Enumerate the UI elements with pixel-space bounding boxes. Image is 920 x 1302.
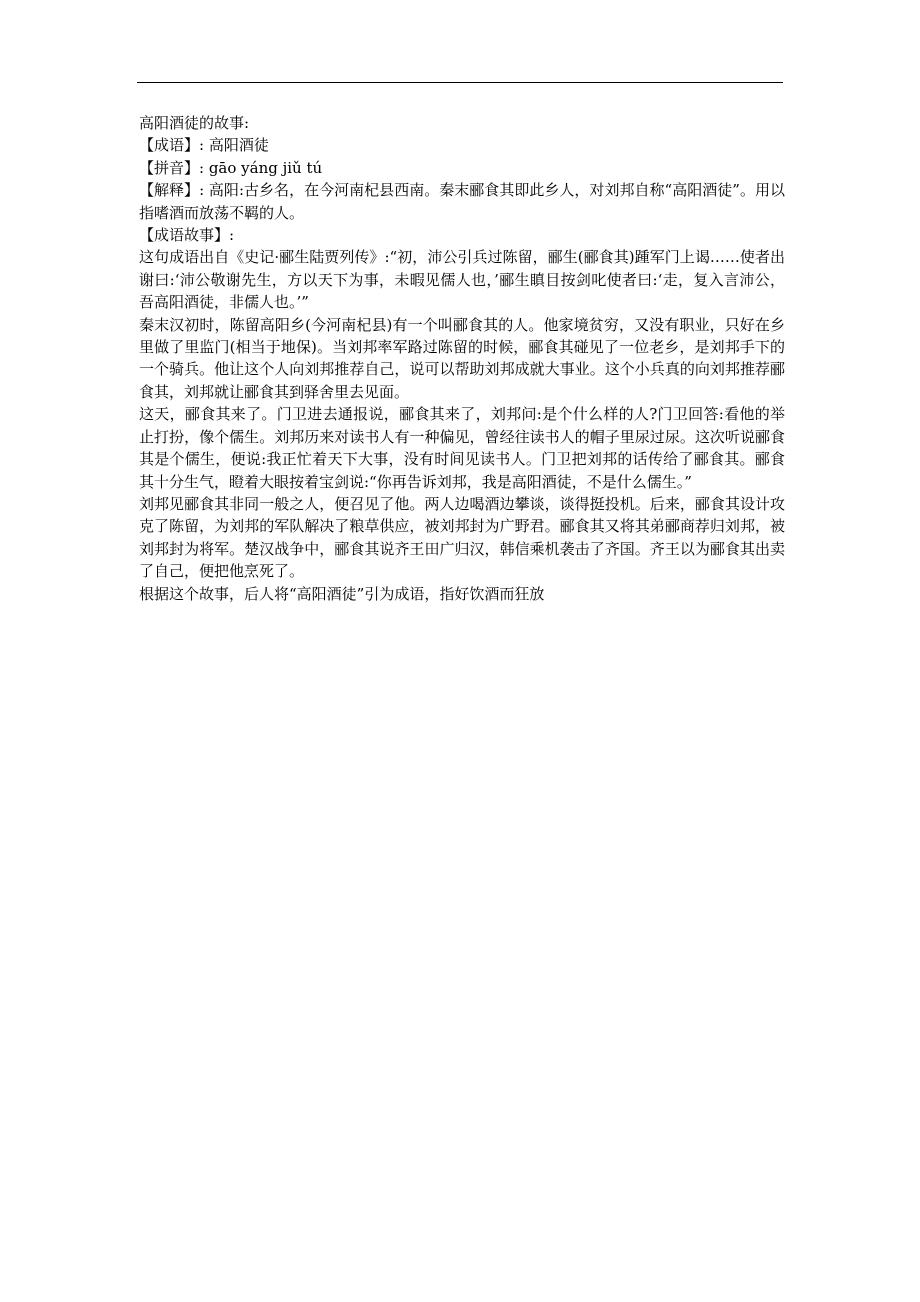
idiom-line: 【成语】: 高阳酒徒 xyxy=(139,136,269,155)
story-paragraph-background: 秦末汉初时，陈留高阳乡(今河南杞县)有一个叫郦食其的人。他家境贫穷，又没有职业，只好在乡里做了里监门(相当于地保)。当刘邦率军路过陈留的时候，郦食其碰见了一位老乡，是刘邦手下的一个骑兵。他让这个人向刘邦推荐自己，说可以帮助刘邦成就大事业。这个小兵真的向刘邦推荐郦食其，刘邦就让郦食其到驿舍里去见面。 xyxy=(139,315,785,401)
document-title: 高阳酒徒的故事: xyxy=(139,114,250,132)
story-paragraph-meeting: 这天，郦食其来了。门卫进去通报说，郦食其来了，刘邦问:是个什么样的人?门卫回答:看他的举止打扮，像个儒生。刘邦历来对读书人有一种偏见，曾经往读书人的帽子里尿过尿。这次听说郦食其是个儒生，便说:我正忙着天下大事，没有时间见读书人。门卫把刘邦的话传给了郦食其。郦食其十分生气，瞪着大眼按着宝剑说:“你再告诉刘邦，我是高阳酒徒，不是什么儒生。” xyxy=(139,405,785,491)
story-heading: 【成语故事】: xyxy=(139,226,235,245)
pinyin-line: 【拼音】: gāo yáng jiǔ tú xyxy=(139,158,323,177)
story-paragraph-outcome: 刘邦见郦食其非同一般之人，便召见了他。两人边喝酒边攀谈，谈得挺投机。后来，郦食其设计攻克了陈留，为刘邦的军队解决了粮草供应，被刘邦封为广野君。郦食其又将其弟郦商荐归刘邦，被刘邦封为将军。楚汉战争中，郦食其说齐王田广归汉，韩信乘机袭击了齐国。齐王以为郦食其出卖了自己，便把他烹死了。 xyxy=(139,494,785,581)
explanation-paragraph: 【解释】: 高阳:古乡名，在今河南杞县西南。秦末郦食其即此乡人，对刘邦自称“高阳酒徒”。用以指嗜酒而放荡不羁的人。 xyxy=(139,181,785,222)
header-rule xyxy=(137,82,783,83)
story-paragraph-source: 这句成语出自《史记·郦生陆贾列传》:“初，沛公引兵过陈留，郦生(郦食其)踵军门上谒……使者出谢曰:‘沛公敬谢先生，方以天下为事，未暇见儒人也，’郦生瞋目按剑叱使者曰:‘走，复入言沛公，吾高阳酒徒，非儒人也。’” xyxy=(139,248,785,312)
document-body xyxy=(139,112,785,605)
story-paragraph-conclusion: 根据这个故事，后人将“高阳酒徒”引为成语，指好饮酒而狂放 xyxy=(139,584,545,603)
